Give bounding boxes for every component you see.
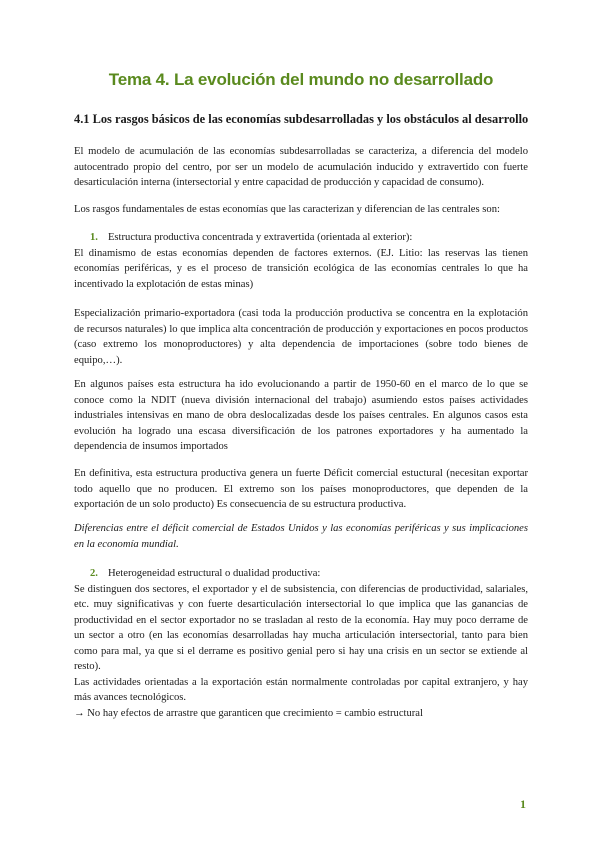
list-item-number: 1. (90, 232, 98, 243)
list-item-text: El dinamismo de estas economías dependen de factores externos. (EJ. Litio: las reservas las tienen economías periféricas, y es el proceso de transición ecológica de las economías centrales lo que ha incentivado la explotación de estas minas) (74, 247, 528, 290)
list-item-title: Heterogeneidad estructural o dualidad productiva: (107, 568, 321, 579)
list-item-title: Estructura productiva concentrada y extravertida (orientada al exterior): (107, 232, 413, 243)
paragraph-rasgos: Los rasgos fundamentales de estas economías que las caracterizan y diferencian de las centrales son: (74, 204, 500, 215)
page-number: 1 (520, 797, 526, 811)
list-item-heading (74, 566, 528, 582)
paragraph-intro: El modelo de acumulación de las economías subdesarrolladas se caracteriza, a diferencia del modelo autocentrado propio del centro, por ser un modelo de acumulación inducido y extravertido con fuerte desarticulación interna (intersectorial y entre capacidad de producción y capacidad de consumo). (74, 146, 528, 188)
list-item (74, 566, 528, 721)
list-item-text: → No hay efectos de arrastre que garanticen que crecimiento = cambio estructural (74, 707, 423, 719)
list-item-heading (74, 230, 528, 246)
list-item-number: 2. (90, 568, 98, 579)
list-item (74, 230, 528, 292)
list-item-text: Las actividades orientadas a la exportación están normalmente controladas por capital extranjero, y hay más avances tecnológicos. (74, 676, 528, 703)
list-item-text: Se distinguen dos sectores, el exportador y el de subsistencia, con diferencias de productividad, salariales, etc. muy significativas y con fuerte desarticulación intersectorial lo que implica que las ganancias de productividad en el sector exportador no se trasladan al resto de la economía. Hay muy poco derrame de un sector a otro (en las economías desarrolladas hay mucha articulación intersectorial, tanto para bien como para mal, ya que si el derrame es positivo genial pero si hay una crisis en un sector se extiende al resto). (74, 583, 528, 672)
paragraph-especializacion: Especialización primario-exportadora (casi toda la producción productiva se concentra en la explotación de recursos naturales) lo que implica alta concentración de producción y exportaciones en pocos productos (caso extremo los monoproductores) y alta dependencia de importaciones (sobre todo bienes de equipo,…). (74, 308, 528, 366)
paragraph-algunos-paises: En algunos países esta estructura ha ido evolucionando a partir de 1950-60 en el marco de lo que se conoce como la NDIT (nueva división internacional del trabajo) asumiendo estos países actividades industriales intensivas en mano de obra deslocalizadas desde los países centrales. En algunos casos esta evolución ha logrado una escasa diversificación de los patrones exportadores y ha aumentado la dependencia de insumos importados (74, 379, 528, 452)
paragraph-diferencias: Diferencias entre el déficit comercial de Estados Unidos y las economías periféricas y sus implicaciones en la economía mundial. (74, 523, 528, 550)
section-heading: 4.1 Los rasgos básicos de las economías subdesarrolladas y los obstáculos al desarrollo (74, 112, 529, 126)
paragraph-en-definitiva: En definitiva, esta estructura productiva genera un fuerte Déficit comercial estuctural (necesitan exportar todo aquello que no producen. El extremo son los países monoproductores, que dependen de la exportación de un solo producto) Es consecuencia de su estructura productiva. (74, 468, 528, 510)
page-title: Tema 4. La evolución del mundo no desarrollado (108, 70, 494, 89)
